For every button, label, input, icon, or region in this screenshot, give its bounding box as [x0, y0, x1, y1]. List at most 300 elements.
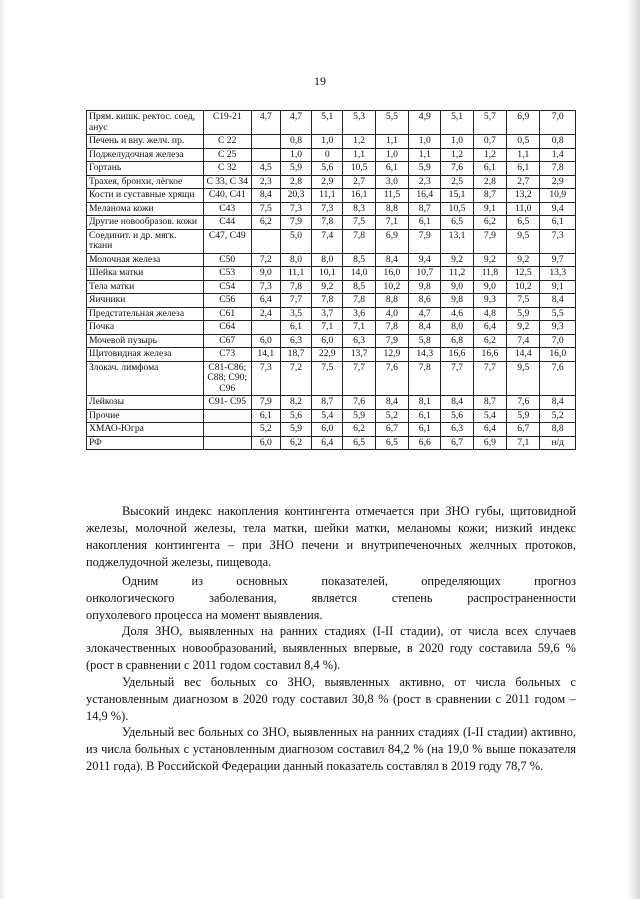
table-cell: 8,3 [343, 202, 375, 216]
table-cell: 6,5 [441, 216, 473, 230]
table-cell: 9,8 [441, 294, 473, 308]
table-cell: 11,8 [473, 267, 506, 281]
table-row [87, 135, 576, 149]
table-cell: 6,7 [441, 436, 473, 450]
row-icd-code: C81-C86; C88; C90; C96 [203, 361, 251, 396]
paragraph-early-active-share: Удельный вес больных со ЗНО, выявленных на ранних стадиях (I-II стадии) активно, из числа больных с установленным диагнозом составил 84,2 % (на 19,0 % выше показателя 2011 года). В Российской Федерации данный показатель составлял в 2019 году 78,7 %. [86, 725, 576, 773]
table-cell: 9,0 [251, 267, 280, 281]
table-cell: 6,5 [375, 436, 408, 450]
table-cell: 5,4 [312, 409, 343, 423]
table-cell: 7,1 [507, 436, 540, 450]
table-cell: 6,6 [409, 436, 441, 450]
table-cell: 16,6 [441, 348, 473, 362]
table-cell: 8,4 [375, 396, 408, 410]
table-cell: 7,7 [280, 294, 311, 308]
row-icd-code: C43 [203, 202, 251, 216]
table-cell: 5,2 [251, 423, 280, 437]
table-cell [251, 321, 280, 335]
table-cell: 7,6 [343, 396, 375, 410]
word: заболевания, [209, 591, 277, 605]
table-cell: 6,1 [375, 162, 408, 176]
table-body [87, 111, 576, 450]
table-cell: 7,9 [375, 334, 408, 348]
table-cell: 14,0 [343, 267, 375, 281]
word: является [311, 591, 358, 605]
table-cell: 9,2 [312, 280, 343, 294]
table-cell: 6,4 [473, 423, 506, 437]
table-cell: 0,5 [507, 135, 540, 149]
row-label: Молочная железа [87, 253, 204, 267]
table-cell: 5,9 [409, 162, 441, 176]
incidence-accumulation-table [86, 110, 576, 450]
table-cell: 5,6 [312, 162, 343, 176]
table-cell: 3,7 [312, 307, 343, 321]
table-cell: 7,9 [409, 229, 441, 253]
table-cell: 9,2 [507, 321, 540, 335]
page-number: 19 [314, 74, 326, 88]
table-row [87, 202, 576, 216]
row-icd-code: С 22 [203, 135, 251, 149]
table-cell: 0,7 [473, 135, 506, 149]
row-label: Яичники [87, 294, 204, 308]
table-cell: 1,2 [473, 148, 506, 162]
table-cell: 1,2 [343, 135, 375, 149]
table-row [87, 175, 576, 189]
table-cell: 8,2 [280, 396, 311, 410]
table-cell: 7,6 [375, 361, 408, 396]
row-label: Прям. кишк. ректос. соед, анус [87, 111, 204, 135]
row-icd-code: С 25 [203, 148, 251, 162]
table-row [87, 334, 576, 348]
table-row [87, 348, 576, 362]
table-cell: 7,5 [251, 202, 280, 216]
table-cell: 11,1 [280, 267, 311, 281]
table-cell: 1,0 [375, 148, 408, 162]
table-cell: 1,1 [409, 148, 441, 162]
table-cell: 2,7 [343, 175, 375, 189]
table-cell: 1,1 [507, 148, 540, 162]
table-cell: 6,1 [409, 409, 441, 423]
table-cell: 2,8 [280, 175, 311, 189]
row-label: Тела матки [87, 280, 204, 294]
table-cell: 1,0 [441, 135, 473, 149]
table-cell: 5,9 [507, 307, 540, 321]
table-cell: 4,8 [473, 307, 506, 321]
table-cell: 1,4 [540, 148, 576, 162]
paragraph-prognosis-indicator [86, 573, 576, 624]
table-row [87, 321, 576, 335]
table-cell: 7,2 [251, 253, 280, 267]
table-cell: 11,2 [441, 267, 473, 281]
table-cell: 6,4 [312, 436, 343, 450]
table-cell: 3,5 [280, 307, 311, 321]
table-cell: 7,8 [343, 229, 375, 253]
table-cell [251, 148, 280, 162]
table-cell: 7,5 [343, 216, 375, 230]
table-cell: 16,1 [343, 189, 375, 203]
table-cell: 7,0 [540, 111, 576, 135]
table-cell: 7,6 [540, 361, 576, 396]
table-cell: 8,4 [251, 189, 280, 203]
table-cell: 9,4 [540, 202, 576, 216]
row-icd-code [203, 409, 251, 423]
table-cell: 11,5 [375, 189, 408, 203]
table-cell: 6,1 [280, 321, 311, 335]
table-cell: 6,3 [441, 423, 473, 437]
table-cell: 11,0 [507, 202, 540, 216]
row-label: Лейкозы [87, 396, 204, 410]
table-cell: 16,0 [375, 267, 408, 281]
row-icd-code: C64 [203, 321, 251, 335]
table-cell: 6,1 [251, 409, 280, 423]
table-cell: 6,1 [473, 162, 506, 176]
table-cell: 7,2 [280, 361, 311, 396]
table-cell: 10,5 [343, 162, 375, 176]
table-cell: 6,0 [312, 423, 343, 437]
table-cell: 6,0 [251, 334, 280, 348]
table-cell: 7,4 [312, 229, 343, 253]
table-cell: 5,0 [280, 229, 311, 253]
table-cell [251, 135, 280, 149]
table-cell: 22,9 [312, 348, 343, 362]
table-cell: 7,3 [251, 361, 280, 396]
table-cell: 0,8 [280, 135, 311, 149]
table-cell: 6,5 [507, 216, 540, 230]
table-cell: 9,2 [473, 253, 506, 267]
row-label: Шейка матки [87, 267, 204, 281]
table-cell: 14,4 [507, 348, 540, 362]
table-cell: 14,3 [409, 348, 441, 362]
table-cell: 6,2 [473, 216, 506, 230]
row-label: Почка [87, 321, 204, 335]
table-cell: 7,3 [251, 280, 280, 294]
word: Одним [122, 574, 159, 588]
table-cell: 6,5 [343, 436, 375, 450]
row-label: Печень и вну. желч. пр. [87, 135, 204, 149]
table-row [87, 267, 576, 281]
table-cell: 7,3 [540, 229, 576, 253]
table-cell: 7,9 [280, 216, 311, 230]
table-cell: 2,5 [441, 175, 473, 189]
table-cell: 12,5 [507, 267, 540, 281]
word: показателей, [321, 574, 388, 588]
table-cell: 6,7 [375, 423, 408, 437]
table-cell: 8,0 [441, 321, 473, 335]
table-cell: 9,4 [409, 253, 441, 267]
table-cell: 13,7 [343, 348, 375, 362]
table-cell: 7,5 [312, 361, 343, 396]
paragraph-accumulation-index: Высокий индекс накопления контингента отмечается при ЗНО губы, щитовидной железы, молочной железы, тела матки, шейки матки, меланомы кожи; низкий индекс накопления контингента – при ЗНО печени и внутрипеченочных желчных протоков, поджелудочной железы, пищевода. [86, 504, 576, 569]
table-cell: 6,1 [540, 216, 576, 230]
table-cell: 16,0 [540, 348, 576, 362]
row-icd-code: C19-21 [203, 111, 251, 135]
table-row [87, 307, 576, 321]
table-cell: 6,1 [409, 423, 441, 437]
table-cell: 9,3 [540, 321, 576, 335]
table-cell: 1,0 [409, 135, 441, 149]
table-cell: 4,6 [441, 307, 473, 321]
table-cell: 6,9 [507, 111, 540, 135]
paragraph-line-3: опухолевого процесса на момент выявления. [86, 608, 323, 622]
row-label: Другие новообразов. кожи [87, 216, 204, 230]
table-cell: 6,2 [473, 334, 506, 348]
table-cell: 8,7 [409, 202, 441, 216]
table-cell: 4,7 [251, 111, 280, 135]
row-icd-code: С 32 [203, 162, 251, 176]
table-cell: 11,1 [312, 189, 343, 203]
table-cell: 2,9 [312, 175, 343, 189]
row-icd-code: C40, C41 [203, 189, 251, 203]
row-icd-code: C61 [203, 307, 251, 321]
table-row [87, 111, 576, 135]
table-cell: 7,0 [540, 334, 576, 348]
word: прогноз [534, 574, 576, 588]
table-row [87, 253, 576, 267]
row-label: Кости и суставные хрящи [87, 189, 204, 203]
paragraph-line-2 [86, 590, 576, 607]
table-cell: 7,6 [441, 162, 473, 176]
row-icd-code: C54 [203, 280, 251, 294]
table-cell: 5,2 [375, 409, 408, 423]
table-cell: 5,8 [409, 334, 441, 348]
word: степень [391, 591, 433, 605]
table-row [87, 148, 576, 162]
table-cell: 8,5 [343, 253, 375, 267]
table-cell: 8,8 [375, 294, 408, 308]
table-cell: 6,3 [280, 334, 311, 348]
table-cell: 3,6 [343, 307, 375, 321]
table-cell: 6,2 [251, 216, 280, 230]
table-cell: 6,9 [473, 436, 506, 450]
table-cell: 7,8 [280, 280, 311, 294]
table-cell: 13,2 [507, 189, 540, 203]
table-cell: 5,6 [441, 409, 473, 423]
table-cell: 8,1 [409, 396, 441, 410]
table-cell: 4,7 [409, 307, 441, 321]
row-icd-code: C56 [203, 294, 251, 308]
table-row [87, 436, 576, 450]
table-cell: 7,8 [375, 321, 408, 335]
row-label: Гортань [87, 162, 204, 176]
table-cell: 1,2 [441, 148, 473, 162]
table-cell: 5,5 [540, 307, 576, 321]
table-cell: 8,4 [540, 294, 576, 308]
table-cell: 1,1 [375, 135, 408, 149]
table-cell: 20,3 [280, 189, 311, 203]
table-cell: 2,4 [251, 307, 280, 321]
table-row [87, 294, 576, 308]
row-label: Злокач. лимфома [87, 361, 204, 396]
row-label: Предстательная железа [87, 307, 204, 321]
table-row [87, 396, 576, 410]
table-cell: 7,8 [312, 294, 343, 308]
table-cell: 6,4 [251, 294, 280, 308]
table-cell: 8,4 [375, 253, 408, 267]
word: основных [236, 574, 289, 588]
table-cell: 7,5 [507, 294, 540, 308]
row-label: Соединит. и др. мягк. ткани [87, 229, 204, 253]
table-cell: 7,4 [507, 334, 540, 348]
table-cell: 9,1 [540, 280, 576, 294]
table-cell: 7,9 [473, 229, 506, 253]
table-cell: 7,7 [343, 361, 375, 396]
table-cell: 9,1 [473, 202, 506, 216]
row-label: Щитовидная железа [87, 348, 204, 362]
table-cell: 2,7 [507, 175, 540, 189]
table-cell: 6,0 [251, 436, 280, 450]
table-cell: 8,7 [312, 396, 343, 410]
table-cell: 10,2 [507, 280, 540, 294]
table-cell: 5,5 [375, 111, 408, 135]
row-label: Поджелудочная железа [87, 148, 204, 162]
table-cell: 6,2 [280, 436, 311, 450]
table-cell: 13,1 [441, 229, 473, 253]
table-cell: 7,1 [343, 321, 375, 335]
table-cell: 7,7 [441, 361, 473, 396]
table-cell: 7,8 [343, 294, 375, 308]
table-cell: 8,7 [473, 189, 506, 203]
table-cell: 8,5 [343, 280, 375, 294]
row-label: Трахея, бронхи, лёгкое [87, 175, 204, 189]
table-cell: 5,2 [540, 409, 576, 423]
row-icd-code: C44 [203, 216, 251, 230]
table-cell: 14,1 [251, 348, 280, 362]
table-row [87, 189, 576, 203]
table-cell: 18,7 [280, 348, 311, 362]
table-cell: 6,0 [312, 334, 343, 348]
table-cell: 8,0 [280, 253, 311, 267]
table-cell: 10,1 [312, 267, 343, 281]
table-cell: 7,1 [312, 321, 343, 335]
table-cell: 13,3 [540, 267, 576, 281]
row-icd-code [203, 423, 251, 437]
table-cell: 9,8 [409, 280, 441, 294]
table-row [87, 162, 576, 176]
table-row [87, 280, 576, 294]
table-cell: 2,9 [540, 175, 576, 189]
table-cell: 8,4 [540, 396, 576, 410]
paragraph-early-stage-share: Доля ЗНО, выявленных на ранних стадиях (I-II стадии), от числа всех случаев злокачественных новообразований, выявленных впервые, в 2020 году составила 59,6 % (рост в сравнении с 2011 годом составил 8,4 %). [86, 624, 576, 672]
table-cell: 10,9 [540, 189, 576, 203]
table-cell: 7,3 [312, 202, 343, 216]
row-icd-code: C53 [203, 267, 251, 281]
table-cell: 12,9 [375, 348, 408, 362]
table-cell: 6,8 [441, 334, 473, 348]
table-cell: 7,1 [375, 216, 408, 230]
table-cell: 5,1 [312, 111, 343, 135]
table-cell: 4,9 [409, 111, 441, 135]
scan-edge-left [0, 0, 6, 899]
table-cell: 7,3 [280, 202, 311, 216]
table-cell: 3,0 [375, 175, 408, 189]
table-cell: 10,7 [409, 267, 441, 281]
paragraph-active-detection-share: Удельный вес больных со ЗНО, выявленных активно, от числа больных с установленным диагнозом в 2020 году составил 30,8 % (рост в сравнении с 2011 годом – 14,9 %). [86, 675, 576, 723]
table-cell: 5,6 [280, 409, 311, 423]
word: распространенности [467, 591, 576, 605]
table-cell: 1,0 [280, 148, 311, 162]
table-cell: 6,7 [507, 423, 540, 437]
table-cell: 8,4 [441, 396, 473, 410]
word: онкологического [86, 591, 175, 605]
word: определяющих [421, 574, 501, 588]
row-icd-code: C50 [203, 253, 251, 267]
table-cell: 7,8 [540, 162, 576, 176]
table-cell: 2,8 [473, 175, 506, 189]
table-cell: 7,8 [312, 216, 343, 230]
table-cell: н/д [540, 436, 576, 450]
table-cell: 4,5 [251, 162, 280, 176]
row-icd-code [203, 436, 251, 450]
table-cell: 5,9 [507, 409, 540, 423]
row-label: РФ [87, 436, 204, 450]
row-label: ХМАО-Югра [87, 423, 204, 437]
row-label: Прочие [87, 409, 204, 423]
table-cell: 5,4 [473, 409, 506, 423]
table-cell: 6,1 [409, 216, 441, 230]
table-cell: 5,7 [473, 111, 506, 135]
table-cell: 4,7 [280, 111, 311, 135]
table-cell: 9,3 [473, 294, 506, 308]
table-cell: 5,3 [343, 111, 375, 135]
row-label: Мочевой пузырь [87, 334, 204, 348]
table-cell: 2,3 [409, 175, 441, 189]
table-cell: 7,6 [507, 396, 540, 410]
table-row [87, 409, 576, 423]
table-cell: 16,6 [473, 348, 506, 362]
table-row [87, 229, 576, 253]
row-icd-code: С 33, С 34 [203, 175, 251, 189]
table-cell: 8,7 [473, 396, 506, 410]
table-cell: 0,8 [540, 135, 576, 149]
table-cell: 9,5 [507, 229, 540, 253]
table-cell: 9,5 [507, 361, 540, 396]
table-cell: 10,5 [441, 202, 473, 216]
table-cell: 5,1 [441, 111, 473, 135]
row-label: Меланома кожи [87, 202, 204, 216]
table-cell: 10,2 [375, 280, 408, 294]
table-cell: 9,7 [540, 253, 576, 267]
table-cell: 5,9 [343, 409, 375, 423]
scan-edge-right [626, 0, 640, 899]
table-cell: 8,6 [409, 294, 441, 308]
row-icd-code: C91- C95 [203, 396, 251, 410]
table-cell: 7,9 [251, 396, 280, 410]
table-cell: 7,8 [409, 361, 441, 396]
table-cell: 6,9 [375, 229, 408, 253]
table-cell: 1,1 [343, 148, 375, 162]
table-cell [251, 229, 280, 253]
row-icd-code: C67 [203, 334, 251, 348]
table-cell: 9,2 [507, 253, 540, 267]
table-cell: 6,1 [507, 162, 540, 176]
table-cell: 7,7 [473, 361, 506, 396]
word: из [191, 574, 203, 588]
row-icd-code: C73 [203, 348, 251, 362]
table-cell: 8,0 [312, 253, 343, 267]
table-cell: 9,0 [473, 280, 506, 294]
table-cell: 8,4 [409, 321, 441, 335]
table-cell: 0 [312, 148, 343, 162]
table-cell: 9,2 [441, 253, 473, 267]
table-row [87, 361, 576, 396]
table-cell: 9,0 [441, 280, 473, 294]
table-cell: 16,4 [409, 189, 441, 203]
table-cell: 6,3 [343, 334, 375, 348]
table-cell: 5,9 [280, 162, 311, 176]
table-cell: 1,0 [312, 135, 343, 149]
table-row [87, 423, 576, 437]
table-cell: 2,3 [251, 175, 280, 189]
